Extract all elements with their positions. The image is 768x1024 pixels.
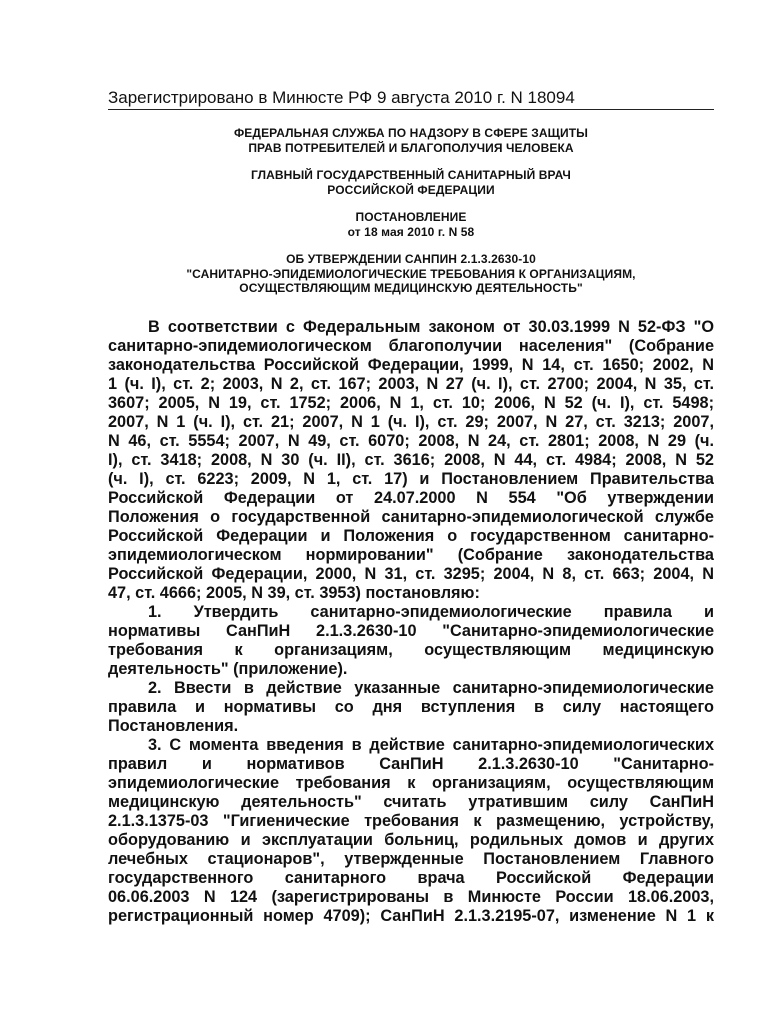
document-subject: ОБ УТВЕРЖДЕНИИ САНПИН 2.1.3.2630-10 "САНИТАРНО-ЭПИДЕМИОЛОГИЧЕСКИЕ ТРЕБОВАНИЯ К ОРГАНИЗАЦИЯМ, ОСУЩЕСТВЛЯЮЩИМ МЕДИЦИНСКУЮ ДЕЯТЕЛЬНОСТЬ": [186, 252, 636, 295]
registration-line: Зарегистрировано в Минюсте РФ 9 августа 2010 г. N 18094: [108, 88, 714, 110]
body-line: требования к организациям, осуществляющим медицинскую: [108, 641, 714, 659]
document-header: [108, 126, 714, 309]
body-line: Российской Федерации от 24.07.2000 N 554 "Об утверждении: [108, 489, 714, 507]
official-title: ГЛАВНЫЙ ГОСУДАРСТВЕННЫЙ САНИТАРНЫЙ ВРАЧ РОССИЙСКОЙ ФЕДЕРАЦИИ: [251, 168, 571, 197]
body-line: 47, ст. 4666; 2005, N 39, ст. 3953) постановляю:: [108, 584, 480, 602]
body-line: Положения о государственной санитарно-эпидемиологической службе: [108, 508, 714, 526]
body-line: эпидемиологическом нормировании" (Собрание законодательства: [108, 546, 714, 564]
body-line: 06.06.2003 N 124 (зарегистрированы в Минюсте России 18.06.2003,: [108, 888, 714, 906]
document-type: ПОСТАНОВЛЕНИЕ от 18 мая 2010 г. N 58: [347, 210, 475, 239]
body-line: санитарно-эпидемиологическом благополучии населения" (Собрание: [108, 337, 714, 355]
document-page: [108, 0, 714, 1024]
body-line: нормативы СанПиН 2.1.3.2630-10 "Санитарно-эпидемиологические: [108, 622, 714, 640]
body-line: Российской Федерации и Положения о государственном санитарно-: [108, 527, 714, 545]
body-line: законодательства Российской Федерации, 1999, N 14, ст. 1650; 2002, N: [108, 356, 714, 374]
body-line: регистрационный номер 4709); СанПиН 2.1.3.2195-07, изменение N 1 к: [108, 907, 714, 925]
body-line: 2.1.3.1375-03 "Гигиенические требования к размещению, устройству,: [108, 812, 714, 830]
body-line: 2. Ввести в действие указанные санитарно-эпидемиологические: [148, 679, 714, 697]
body-line: 3. С момента введения в действие санитарно-эпидемиологических: [148, 736, 714, 754]
body-line: В соответствии с Федеральным законом от 30.03.1999 N 52-ФЗ "О: [148, 318, 714, 336]
body-line: 1 (ч. I), ст. 2; 2003, N 2, ст. 167; 2003, N 27 (ч. I), ст. 2700; 2004, N 35, ст.: [108, 375, 714, 393]
body-line: лечебных стационаров", утвержденные Постановлением Главного: [108, 850, 714, 868]
body-line: 1. Утвердить санитарно-эпидемиологические правила и: [148, 603, 714, 621]
body-line: государственного санитарного врача Российской Федерации: [108, 869, 714, 887]
body-line: 3607; 2005, N 19, ст. 1752; 2006, N 1, ст. 10; 2006, N 52 (ч. I), ст. 5498;: [108, 394, 714, 412]
body-line: I), ст. 3418; 2008, N 30 (ч. II), ст. 3616; 2008, N 44, ст. 4984; 2008, N 52: [108, 451, 714, 469]
body-line: медицинскую деятельность" считать утратившим силу СанПиН: [108, 793, 714, 811]
body-line: 2007, N 1 (ч. I), ст. 21; 2007, N 1 (ч. I), ст. 29; 2007, N 27, ст. 3213; 2007,: [108, 413, 714, 431]
body-line: N 46, ст. 5554; 2007, N 49, ст. 6070; 2008, N 24, ст. 2801; 2008, N 29 (ч.: [108, 432, 714, 450]
body-line: эпидемиологические требования к организациям, осуществляющим: [108, 774, 714, 792]
body-line: оборудованию и эксплуатации больниц, родильных домов и других: [108, 831, 714, 849]
body-line: правил и нормативов СанПиН 2.1.3.2630-10 "Санитарно-: [108, 755, 714, 773]
body-line: Российской Федерации, 2000, N 31, ст. 3295; 2004, N 8, ст. 663; 2004, N: [108, 565, 714, 583]
agency-name: ФЕДЕРАЛЬНАЯ СЛУЖБА ПО НАДЗОРУ В СФЕРЕ ЗАЩИТЫ ПРАВ ПОТРЕБИТЕЛЕЙ И БЛАГОПОЛУЧИЯ ЧЕЛОВЕКА: [233, 126, 589, 155]
body-line: (ч. I), ст. 6223; 2009, N 1, ст. 17) и Постановлением Правительства: [108, 470, 714, 488]
body-line: Постановления.: [108, 717, 239, 735]
document-body: [108, 318, 714, 926]
body-line: деятельность" (приложение).: [108, 660, 348, 678]
body-line: правила и нормативы со дня вступления в силу настоящего: [108, 698, 714, 716]
